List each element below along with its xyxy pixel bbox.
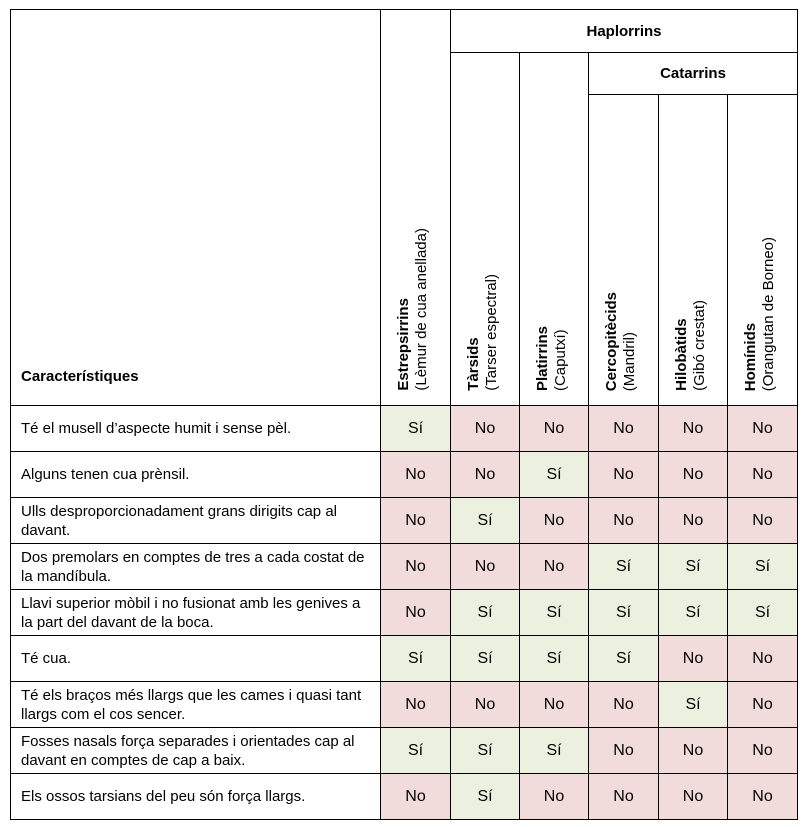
value-cell: No xyxy=(381,498,451,544)
value-cell: No xyxy=(451,682,520,728)
value-cell: No xyxy=(728,728,798,774)
value-cell: No xyxy=(589,498,659,544)
value-cell: No xyxy=(451,406,520,452)
value-cell: Sí xyxy=(589,636,659,682)
feature-cell: Té el musell d’aspecte humit i sense pèl. xyxy=(11,406,381,452)
value-cell: No xyxy=(589,452,659,498)
value-cell: Sí xyxy=(381,406,451,452)
value-cell: No xyxy=(728,636,798,682)
value-cell: No xyxy=(728,498,798,544)
feature-cell: Té els braços més llargs que les cames i quasi tant llargs com el cos sencer. xyxy=(11,682,381,728)
table-row xyxy=(11,406,798,452)
feature-cell: Ulls desproporcionadament grans dirigits cap al davant. xyxy=(11,498,381,544)
value-cell: No xyxy=(381,452,451,498)
value-cell: Sí xyxy=(451,498,520,544)
feature-cell: Alguns tenen cua prènsil. xyxy=(11,452,381,498)
value-cell: No xyxy=(589,406,659,452)
column-example: (Caputxí) xyxy=(552,329,569,391)
value-cell: Sí xyxy=(451,728,520,774)
value-cell: Sí xyxy=(659,682,728,728)
feature-cell: Té cua. xyxy=(11,636,381,682)
table-row xyxy=(11,498,798,544)
value-cell: No xyxy=(589,682,659,728)
table-row xyxy=(11,682,798,728)
column-header-tarsids xyxy=(451,53,520,406)
value-cell: No xyxy=(589,728,659,774)
value-cell: No xyxy=(659,728,728,774)
table-row xyxy=(11,636,798,682)
value-cell: No xyxy=(728,774,798,820)
value-cell: Sí xyxy=(520,636,589,682)
value-cell: No xyxy=(659,774,728,820)
table-row xyxy=(11,452,798,498)
column-name: Estrepsirrins xyxy=(395,298,412,391)
value-cell: No xyxy=(520,498,589,544)
table-row xyxy=(11,774,798,820)
column-header-estrepsirrins xyxy=(381,10,451,406)
column-example: (Orangutan de Borneo) xyxy=(760,236,777,391)
value-cell: Sí xyxy=(520,728,589,774)
value-cell: No xyxy=(451,544,520,590)
value-cell: No xyxy=(659,406,728,452)
value-cell: Sí xyxy=(520,590,589,636)
column-header-hominids xyxy=(728,95,798,406)
value-cell: No xyxy=(659,498,728,544)
column-example: (Lèmur de cua anellada) xyxy=(413,228,430,391)
column-example: (Gibó crestat) xyxy=(691,300,708,391)
value-cell: Sí xyxy=(451,636,520,682)
value-cell: No xyxy=(451,452,520,498)
column-example: (Tarser espectral) xyxy=(483,274,500,391)
column-name: Platirrins xyxy=(534,325,551,391)
primate-characteristics-table xyxy=(10,9,798,820)
value-cell: No xyxy=(659,636,728,682)
value-cell: Sí xyxy=(589,544,659,590)
value-cell: No xyxy=(728,406,798,452)
value-cell: Sí xyxy=(381,728,451,774)
column-name: Homínids xyxy=(742,322,759,391)
table-body xyxy=(11,406,798,820)
column-name: Hilobàtids xyxy=(673,318,690,391)
value-cell: No xyxy=(659,452,728,498)
column-name: Tàrsids xyxy=(465,337,482,391)
haplorrins-group-header: Haplorrins xyxy=(451,10,798,53)
column-header-hilobatids xyxy=(659,95,728,406)
value-cell: No xyxy=(381,544,451,590)
table-row xyxy=(11,590,798,636)
catarrins-group-header: Catarrins xyxy=(589,53,798,95)
value-cell: No xyxy=(381,682,451,728)
value-cell: Sí xyxy=(451,590,520,636)
column-name: Cercopitècids xyxy=(603,291,620,391)
value-cell: No xyxy=(381,774,451,820)
feature-cell: Fosses nasals força separades i orientades cap al davant en comptes de cap a baix. xyxy=(11,728,381,774)
value-cell: Sí xyxy=(381,636,451,682)
value-cell: No xyxy=(728,452,798,498)
value-cell: Sí xyxy=(451,774,520,820)
column-header-platirrins xyxy=(520,53,589,406)
column-header-cercopitecids xyxy=(589,95,659,406)
value-cell: Sí xyxy=(728,544,798,590)
characteristics-header: Característiques xyxy=(11,10,381,406)
value-cell: Sí xyxy=(728,590,798,636)
value-cell: No xyxy=(381,590,451,636)
value-cell: Sí xyxy=(659,590,728,636)
feature-cell: Dos premolars en comptes de tres a cada costat de la mandíbula. xyxy=(11,544,381,590)
value-cell: No xyxy=(728,682,798,728)
value-cell: No xyxy=(520,774,589,820)
feature-cell: Llavi superior mòbil i no fusionat amb les genives a la part del davant de la boca. xyxy=(11,590,381,636)
value-cell: Sí xyxy=(589,590,659,636)
value-cell: Sí xyxy=(659,544,728,590)
feature-cell: Els ossos tarsians del peu són força llargs. xyxy=(11,774,381,820)
column-example: (Mandril) xyxy=(621,331,638,391)
value-cell: No xyxy=(520,544,589,590)
value-cell: Sí xyxy=(520,452,589,498)
value-cell: No xyxy=(589,774,659,820)
value-cell: No xyxy=(520,682,589,728)
table-row xyxy=(11,544,798,590)
value-cell: No xyxy=(520,406,589,452)
table-row xyxy=(11,728,798,774)
